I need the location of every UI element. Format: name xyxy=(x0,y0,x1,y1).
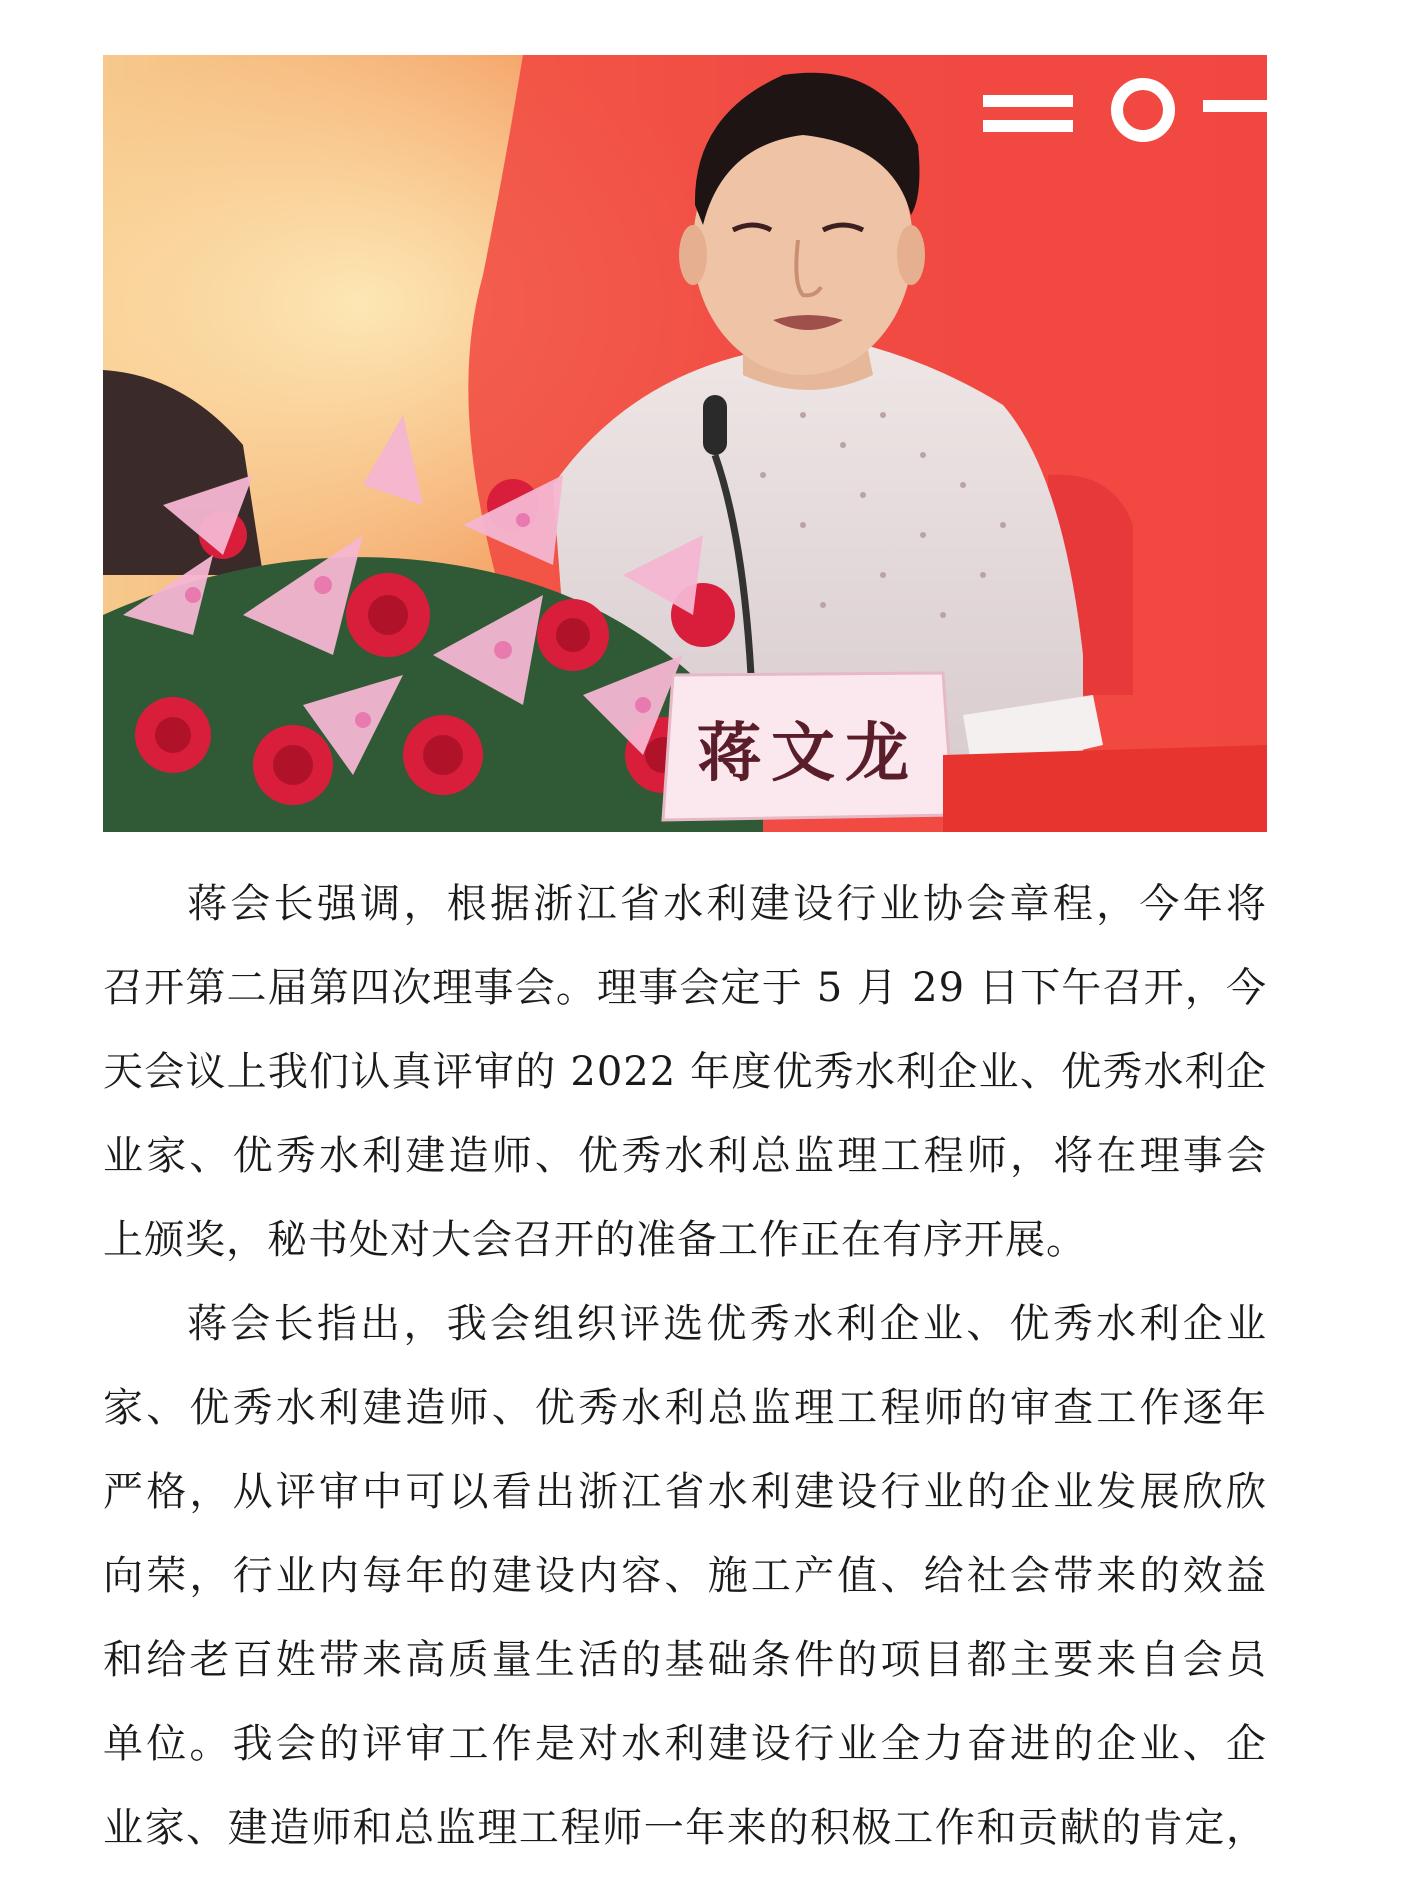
article-body xyxy=(103,862,1267,1870)
text-line: 业家、建造师和总监理工程师一年来的积极工作和贡献的肯定， xyxy=(103,1805,1267,1851)
text-line: 和给老百姓带来高质量生活的基础条件的项目都主要来自会员 xyxy=(103,1637,1267,1683)
text-line: 召开第二届第四次理事会。理事会定于 5 月 29 日下午召开，今 xyxy=(103,965,1267,1011)
text-line: 天会议上我们认真评审的 2022 年度优秀水利企业、优秀水利企 xyxy=(103,1049,1267,1095)
nameplate-label: 蒋文龙 xyxy=(697,716,919,791)
text-line: 严格，从评审中可以看出浙江省水利建设行业的企业发展欣欣 xyxy=(103,1469,1267,1515)
nameplate xyxy=(663,673,953,820)
paragraph-2 xyxy=(103,1282,1267,1870)
text-line: 上颁奖，秘书处对大会召开的准备工作正在有序开展。 xyxy=(103,1217,1087,1263)
text-line: 向荣，行业内每年的建设内容、施工产值、给社会带来的效益 xyxy=(103,1553,1267,1599)
text-line: 蒋会长强调，根据浙江省水利建设行业协会章程，今年将 xyxy=(187,881,1267,927)
text-line: 单位。我会的评审工作是对水利建设行业全力奋进的企业、企 xyxy=(103,1721,1267,1767)
meeting-photo xyxy=(103,55,1267,832)
text-line: 蒋会长指出，我会组织评选优秀水利企业、优秀水利企业 xyxy=(187,1301,1267,1347)
text-line: 业家、优秀水利建造师、优秀水利总监理工程师，将在理事会 xyxy=(103,1133,1267,1179)
speaker-photo-illustration xyxy=(103,55,1267,832)
text-line: 家、优秀水利建造师、优秀水利总监理工程师的审查工作逐年 xyxy=(103,1385,1267,1431)
paragraph-1 xyxy=(103,862,1267,1282)
